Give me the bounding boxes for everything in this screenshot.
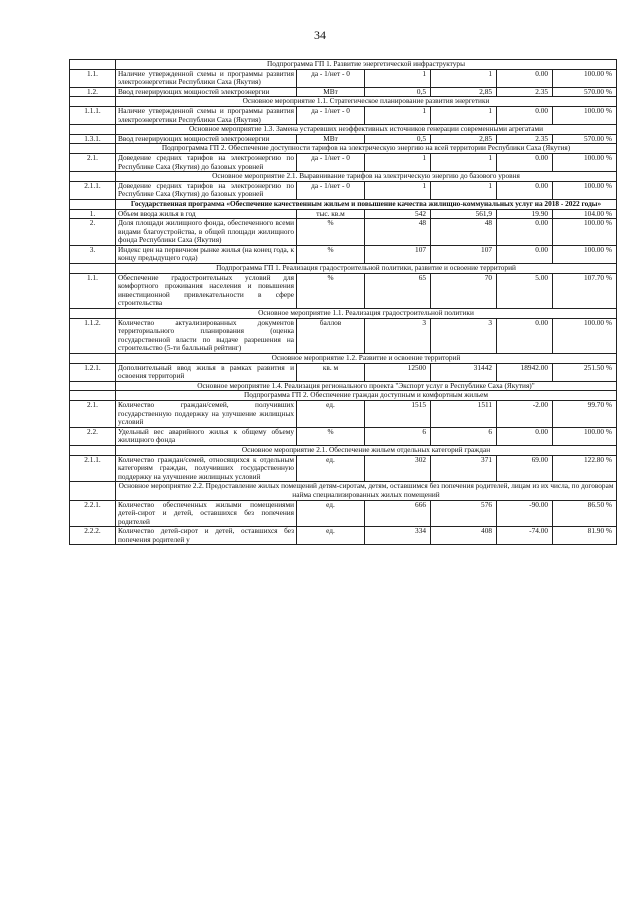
- indicator-name: Количество актуализированных документов территориального планирования (оценка государственной власти по выдаче разрешения на строительство (5-ти балльный рейтинг): [116, 318, 297, 353]
- indicator-code: 2.2.1.: [70, 500, 116, 527]
- indicator-name: Доля площади жилищного фонда, обеспеченного всеми видами благоустройства, в общей площади жилищного фонда Республики Саха (Якутия): [116, 219, 297, 246]
- section-heading: Подпрограмма ГП 2. Обеспечение граждан доступным и комфортным жильем: [116, 391, 617, 401]
- indicator-unit: баллов: [297, 318, 365, 353]
- indicator-unit: да - 1/нет - 0: [297, 181, 365, 199]
- indicator-row: [70, 400, 617, 427]
- fact-value: 1: [431, 69, 497, 87]
- fact-value: 371: [431, 455, 497, 482]
- indicator-name: Обеспечение градостроительных условий для комфортного проживания населения и повышения инвестиционной привлекательности в сфере строительства: [116, 273, 297, 308]
- indicator-row: [70, 219, 617, 246]
- fact-value: 107: [431, 245, 497, 263]
- indicator-unit: МВт: [297, 134, 365, 144]
- section-heading-row: [70, 381, 617, 391]
- empty-cell: [70, 264, 116, 274]
- deviation-value: 18942.00: [497, 363, 553, 381]
- indicator-code: 1.1.1.: [70, 106, 116, 124]
- section-heading-row: [70, 482, 617, 500]
- fact-value: 6: [431, 427, 497, 445]
- fact-value: 2,85: [431, 87, 497, 97]
- plan-value: 3: [365, 318, 431, 353]
- fact-value: 70: [431, 273, 497, 308]
- indicator-unit: %: [297, 427, 365, 445]
- indicator-unit: %: [297, 273, 365, 308]
- plan-value: 0,5: [365, 134, 431, 144]
- percent-value: 100.00 %: [553, 318, 617, 353]
- indicator-code: 2.2.: [70, 427, 116, 445]
- indicator-code: 3.: [70, 245, 116, 263]
- empty-cell: [70, 199, 116, 209]
- section-heading-row: [70, 97, 617, 107]
- plan-value: 334: [365, 527, 431, 545]
- indicator-unit: да - 1/нет - 0: [297, 106, 365, 124]
- indicator-name: Количество граждан/семей, получивших государственную поддержку на улучшение жилищных условий: [116, 400, 297, 427]
- indicator-name: Ввод генерирующих мощностей электроэнергии: [116, 87, 297, 97]
- indicator-code: 1.1.2.: [70, 318, 116, 353]
- indicators-table: [69, 59, 617, 545]
- indicator-unit: ед.: [297, 400, 365, 427]
- fact-value: 1: [431, 153, 497, 171]
- indicator-unit: ед.: [297, 500, 365, 527]
- indicator-unit: ед.: [297, 527, 365, 545]
- section-heading-row: [70, 125, 617, 135]
- indicator-code: 1.2.1.: [70, 363, 116, 381]
- percent-value: 100.00 %: [553, 245, 617, 263]
- indicator-name: Дополнительный ввод жилья в рамках развития и освоения территорий: [116, 363, 297, 381]
- indicator-name: Наличие утвержденной схемы и программы развития электроэнергетики Республики Саха (Якутия): [116, 106, 297, 124]
- indicator-row: [70, 427, 617, 445]
- indicator-row: [70, 245, 617, 263]
- deviation-value: 5.00: [497, 273, 553, 308]
- section-heading-row: [70, 309, 617, 319]
- percent-value: 570.00 %: [553, 87, 617, 97]
- indicator-code: 1.2.: [70, 87, 116, 97]
- empty-cell: [70, 482, 116, 500]
- page-number: 34: [314, 28, 326, 42]
- percent-value: 100.00 %: [553, 181, 617, 199]
- plan-value: 302: [365, 455, 431, 482]
- section-heading: Основное мероприятие 2.2. Предоставление жилых помещений детям-сиротам, детям, оставшимся без попечения родителей, лицам из их числа, по договорам найма специализированных жилых помещений: [116, 482, 617, 500]
- deviation-value: -2.00: [497, 400, 553, 427]
- plan-value: 1: [365, 181, 431, 199]
- section-heading: Основное мероприятие 1.4. Реализация регионального проекта "Экспорт услуг в Республике Саха (Якутия)": [116, 381, 617, 391]
- indicator-name: Доведение средних тарифов на электроэнергию по Республике Саха (Якутия) до базовых уровней: [116, 181, 297, 199]
- fact-value: 561,9: [431, 209, 497, 219]
- indicator-row: [70, 69, 617, 87]
- percent-value: 251.50 %: [553, 363, 617, 381]
- indicator-name: Индекс цен на первичном рынке жилья (на конец года, к концу предыдущего года): [116, 245, 297, 263]
- fact-value: 1: [431, 106, 497, 124]
- section-heading: Подпрограмма ГП 1. Реализация градостроительной политики, развитие и освоение территорий: [116, 264, 617, 274]
- plan-value: 65: [365, 273, 431, 308]
- plan-value: 542: [365, 209, 431, 219]
- section-heading: Основное мероприятие 1.1. Реализация градостроительной политики: [116, 309, 617, 319]
- deviation-value: 69.00: [497, 455, 553, 482]
- percent-value: 122.80 %: [553, 455, 617, 482]
- indicator-name: Наличие утвержденной схемы и программы развития электроэнергетики Республики Саха (Якутия): [116, 69, 297, 87]
- indicator-code: 1.3.1.: [70, 134, 116, 144]
- section-heading: Подпрограмма ГП 1. Развитие энергетической инфраструктуры: [116, 60, 617, 70]
- section-heading-row: [70, 172, 617, 182]
- indicator-code: 2.2.2.: [70, 527, 116, 545]
- section-heading: Основное мероприятие 1.1. Стратегическое планирование развития энергетики: [116, 97, 617, 107]
- percent-value: 81.90 %: [553, 527, 617, 545]
- indicator-row: [70, 500, 617, 527]
- plan-value: 1: [365, 153, 431, 171]
- deviation-value: 0.00: [497, 318, 553, 353]
- indicator-code: 1.: [70, 209, 116, 219]
- indicator-code: 2.1.: [70, 400, 116, 427]
- indicator-code: 2.1.1.: [70, 181, 116, 199]
- section-heading: Основное мероприятие 2.1. Выравнивание тарифов на электрическую энергию до базового уровня: [116, 172, 617, 182]
- program-heading-row: [70, 199, 617, 209]
- indicator-unit: тыс. кв.м: [297, 209, 365, 219]
- indicator-row: [70, 181, 617, 199]
- indicator-row: [70, 273, 617, 308]
- plan-value: 1: [365, 69, 431, 87]
- fact-value: 2,85: [431, 134, 497, 144]
- percent-value: 100.00 %: [553, 219, 617, 246]
- indicator-name: Доведение средних тарифов на электроэнергию по Республике Саха (Якутия) до базовых уровней: [116, 153, 297, 171]
- indicator-name: Количество детей-сирот и детей, оставшихся без попечения родителей у: [116, 527, 297, 545]
- indicator-unit: ед.: [297, 455, 365, 482]
- section-heading-row: [70, 144, 617, 154]
- section-heading-row: [70, 391, 617, 401]
- indicator-name: Количество граждан/семей, относящихся к отдельным категориям граждан, получивших государственную поддержку на улучшение жилищных условий: [116, 455, 297, 482]
- percent-value: 100.00 %: [553, 427, 617, 445]
- indicator-name: Удельный вес аварийного жилья к общему объему жилищного фонда: [116, 427, 297, 445]
- percent-value: 100.00 %: [553, 69, 617, 87]
- deviation-value: 0.00: [497, 69, 553, 87]
- deviation-value: 2.35: [497, 87, 553, 97]
- fact-value: 1511: [431, 400, 497, 427]
- deviation-value: 0.00: [497, 106, 553, 124]
- percent-value: 107.70 %: [553, 273, 617, 308]
- percent-value: 104.00 %: [553, 209, 617, 219]
- section-heading: Основное мероприятие 1.2. Развитие и освоение территорий: [116, 354, 617, 364]
- deviation-value: 0.00: [497, 245, 553, 263]
- indicator-code: 2.1.1.: [70, 455, 116, 482]
- deviation-value: 0.00: [497, 181, 553, 199]
- indicator-row: [70, 318, 617, 353]
- indicator-name: Количество обеспеченных жилыми помещениями детей-сирот и детей, оставшихся без попечения родителей: [116, 500, 297, 527]
- plan-value: 1515: [365, 400, 431, 427]
- fact-value: 1: [431, 181, 497, 199]
- indicator-row: [70, 153, 617, 171]
- indicator-code: 1.1.: [70, 273, 116, 308]
- indicator-code: 1.1.: [70, 69, 116, 87]
- section-heading-row: [70, 264, 617, 274]
- indicator-row: [70, 134, 617, 144]
- indicator-name: Объем ввода жилья в год: [116, 209, 297, 219]
- deviation-value: -74.00: [497, 527, 553, 545]
- percent-value: 99.70 %: [553, 400, 617, 427]
- indicator-row: [70, 87, 617, 97]
- indicator-unit: %: [297, 245, 365, 263]
- deviation-value: -90.00: [497, 500, 553, 527]
- indicator-row: [70, 363, 617, 381]
- program-heading: Государственная программа «Обеспечение качественным жильем и повышение качества жилищно-коммунальных услуг на 2018 - 2022 годы»: [116, 199, 617, 209]
- indicator-name: Ввод генерирующих мощностей электроэнергии: [116, 134, 297, 144]
- percent-value: 100.00 %: [553, 106, 617, 124]
- indicator-row: [70, 527, 617, 545]
- indicator-unit: кв. м: [297, 363, 365, 381]
- fact-value: 3: [431, 318, 497, 353]
- empty-cell: [70, 60, 116, 70]
- empty-cell: [70, 354, 116, 364]
- deviation-value: 0.00: [497, 153, 553, 171]
- section-heading: Подпрограмма ГП 2. Обеспечение доступности тарифов на электрическую энергию на всей территории Республики Саха (Якутия): [116, 144, 617, 154]
- fact-value: 48: [431, 219, 497, 246]
- empty-cell: [70, 172, 116, 182]
- percent-value: 86.50 %: [553, 500, 617, 527]
- fact-value: 576: [431, 500, 497, 527]
- indicator-unit: да - 1/нет - 0: [297, 153, 365, 171]
- empty-cell: [70, 97, 116, 107]
- empty-cell: [70, 391, 116, 401]
- deviation-value: 19.90: [497, 209, 553, 219]
- section-heading-row: [70, 354, 617, 364]
- indicator-unit: да - 1/нет - 0: [297, 69, 365, 87]
- empty-cell: [70, 381, 116, 391]
- indicator-code: 2.: [70, 219, 116, 246]
- section-heading-row: [70, 445, 617, 455]
- fact-value: 408: [431, 527, 497, 545]
- deviation-value: 0.00: [497, 219, 553, 246]
- percent-value: 570.00 %: [553, 134, 617, 144]
- indicator-code: 2.1.: [70, 153, 116, 171]
- plan-value: 12500: [365, 363, 431, 381]
- indicator-unit: МВт: [297, 87, 365, 97]
- plan-value: 48: [365, 219, 431, 246]
- plan-value: 0,5: [365, 87, 431, 97]
- indicator-row: [70, 455, 617, 482]
- deviation-value: 2.35: [497, 134, 553, 144]
- plan-value: 6: [365, 427, 431, 445]
- indicator-row: [70, 209, 617, 219]
- section-heading: Основное мероприятие 1.3. Замена устаревших неэффективных источников генерации современными агрегатами: [116, 125, 617, 135]
- fact-value: 31442: [431, 363, 497, 381]
- empty-cell: [70, 309, 116, 319]
- empty-cell: [70, 144, 116, 154]
- plan-value: 666: [365, 500, 431, 527]
- deviation-value: 0.00: [497, 427, 553, 445]
- percent-value: 100.00 %: [553, 153, 617, 171]
- plan-value: 1: [365, 106, 431, 124]
- empty-cell: [70, 125, 116, 135]
- empty-cell: [70, 445, 116, 455]
- plan-value: 107: [365, 245, 431, 263]
- indicator-unit: %: [297, 219, 365, 246]
- indicator-row: [70, 106, 617, 124]
- section-heading-row: [70, 60, 617, 70]
- section-heading: Основное мероприятие 2.1. Обеспечение жильем отдельных категорий граждан: [116, 445, 617, 455]
